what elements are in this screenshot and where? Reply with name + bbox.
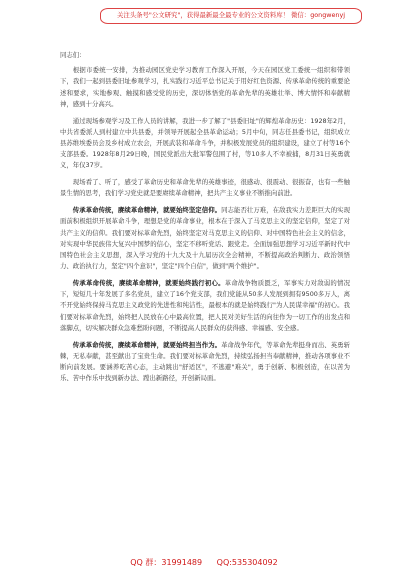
paragraph-3	[60, 177, 350, 199]
paragraph-lead: 传承革命传统，赓续革命精神，就要始终坚定信仰。	[72, 206, 222, 215]
paragraph-text: 根据市委统一安排，为推动园区党史学习教育工作深入开展，今天在园区党工委统一组织和带领下，我们一起到县委旧址参观学习，扎实践行习近平总书记关于用好红色资源、传承革命传统的重要论述和要求，实地参观、触摸和感受党的历史，深切体悟党的革命先辈的英雄壮举、博大情怀和奉献精神，感到十分高兴。	[60, 66, 350, 108]
salutation: 同志们：	[60, 51, 86, 59]
paragraph-lead: 传承革命传统，赓续革命精神，就要始终践行初心。	[72, 279, 225, 288]
paragraph-5	[60, 278, 350, 334]
paragraph-1	[60, 65, 350, 110]
banner-text: 关注头条号"公文研究"，获得最新最全最专业的公文资料库！ 微信：gongwenyj	[116, 11, 346, 19]
paragraph-text: 同志能否壮万难，在敌我实力差距巨大的实现面前积极组织开展革命斗争，理想是党的革命事业，根本在于深入了马克思主义的坚定信仰，坚定了对共产主义的信仰。我们要对标革命先烈，始终坚定对马克思主义的信仰、对中国特色社会主义的信念，对实现中华民族伟大复兴中国梦的信心，坚定不移听党话、跟党走。全面加强思想学习习近平新时代中国特色社会主义思想，深入学习党的十九大及十九届历次全会精神，不断提高政治判断力、政治领悟力、政治执行力，坚定"四个意识"，坚定"四个自信"，做到"两个维护"。	[60, 206, 351, 271]
paragraph-4	[60, 205, 350, 272]
paragraph-6	[60, 340, 350, 385]
qq-group: QQ 群：31991489	[130, 558, 203, 567]
paragraph-text: 通过现场参观学习及工作人员的讲解，我进一步了解了"县委旧址"的辉煌革命历史：1928年2月，中共省委派人到村建立中共县委，并领导开展起全县革命运动；5月中旬，同志任县委书记，组织成立县苏维埃委员会及乡村成立农会，开展武装和革命斗争，并积极发展党员的组织建设，建立了村等16个支部县委。1928年8月29日晚，国民党派出大批军警包围了村，等10多人不幸被捕，8月31日英勇就义，年仅37岁。	[60, 116, 350, 170]
contact-footer	[0, 557, 408, 569]
qq-number: QQ:535304092	[216, 558, 278, 567]
paragraph-text: 现场看了、听了，感受了革命历史和革命先辈的英雄事迹，很感动、很震动、很振奋，也有一些触景生情的思考，我们学习党史就是要赓续革命精神，把共产主义事业不断推向前进。	[60, 178, 350, 198]
speech-body	[60, 50, 350, 390]
paragraph-text: 革命战争物质匮乏，军事实力对敌弱的情况下，短短几十年发展了多名党员，建立了16个党支部，我们党能从50多人发展到拥有9500多万人，离不开党始终保持马克思主义政党的先进性和纯洁性，最根本的就是始终践行"为人民谋幸福"的初心。我们要对标革命先烈，始终把人民放在心中最高位置，把人民对美好生活的向往作为一切工作的出发点和落脚点，切实解决群众急难愁盼问题，不断提高人民群众的获得感、幸福感、安全感。	[60, 279, 351, 332]
paragraph-lead: 传承革命传统，赓续革命精神，就要始终担当作为。	[72, 340, 222, 349]
paragraph-2	[60, 116, 350, 172]
paragraph-text: 革命战争年代，等革命先辈挺身而出、英勇斩棘，无私奉献，甚至献出了宝贵生命。我们要对标革命先烈，持续弘扬担当奉献精神，推动各项事业不断向前发展。要涵养吃苦心态，主动跳出"舒适区"，不逃避"难关"，勇于创新、积极创造，在以苦为乐、苦中作乐中找到新办法、蹚出新路径，开创新局面。	[60, 340, 351, 383]
promo-banner[interactable]	[100, 8, 362, 24]
